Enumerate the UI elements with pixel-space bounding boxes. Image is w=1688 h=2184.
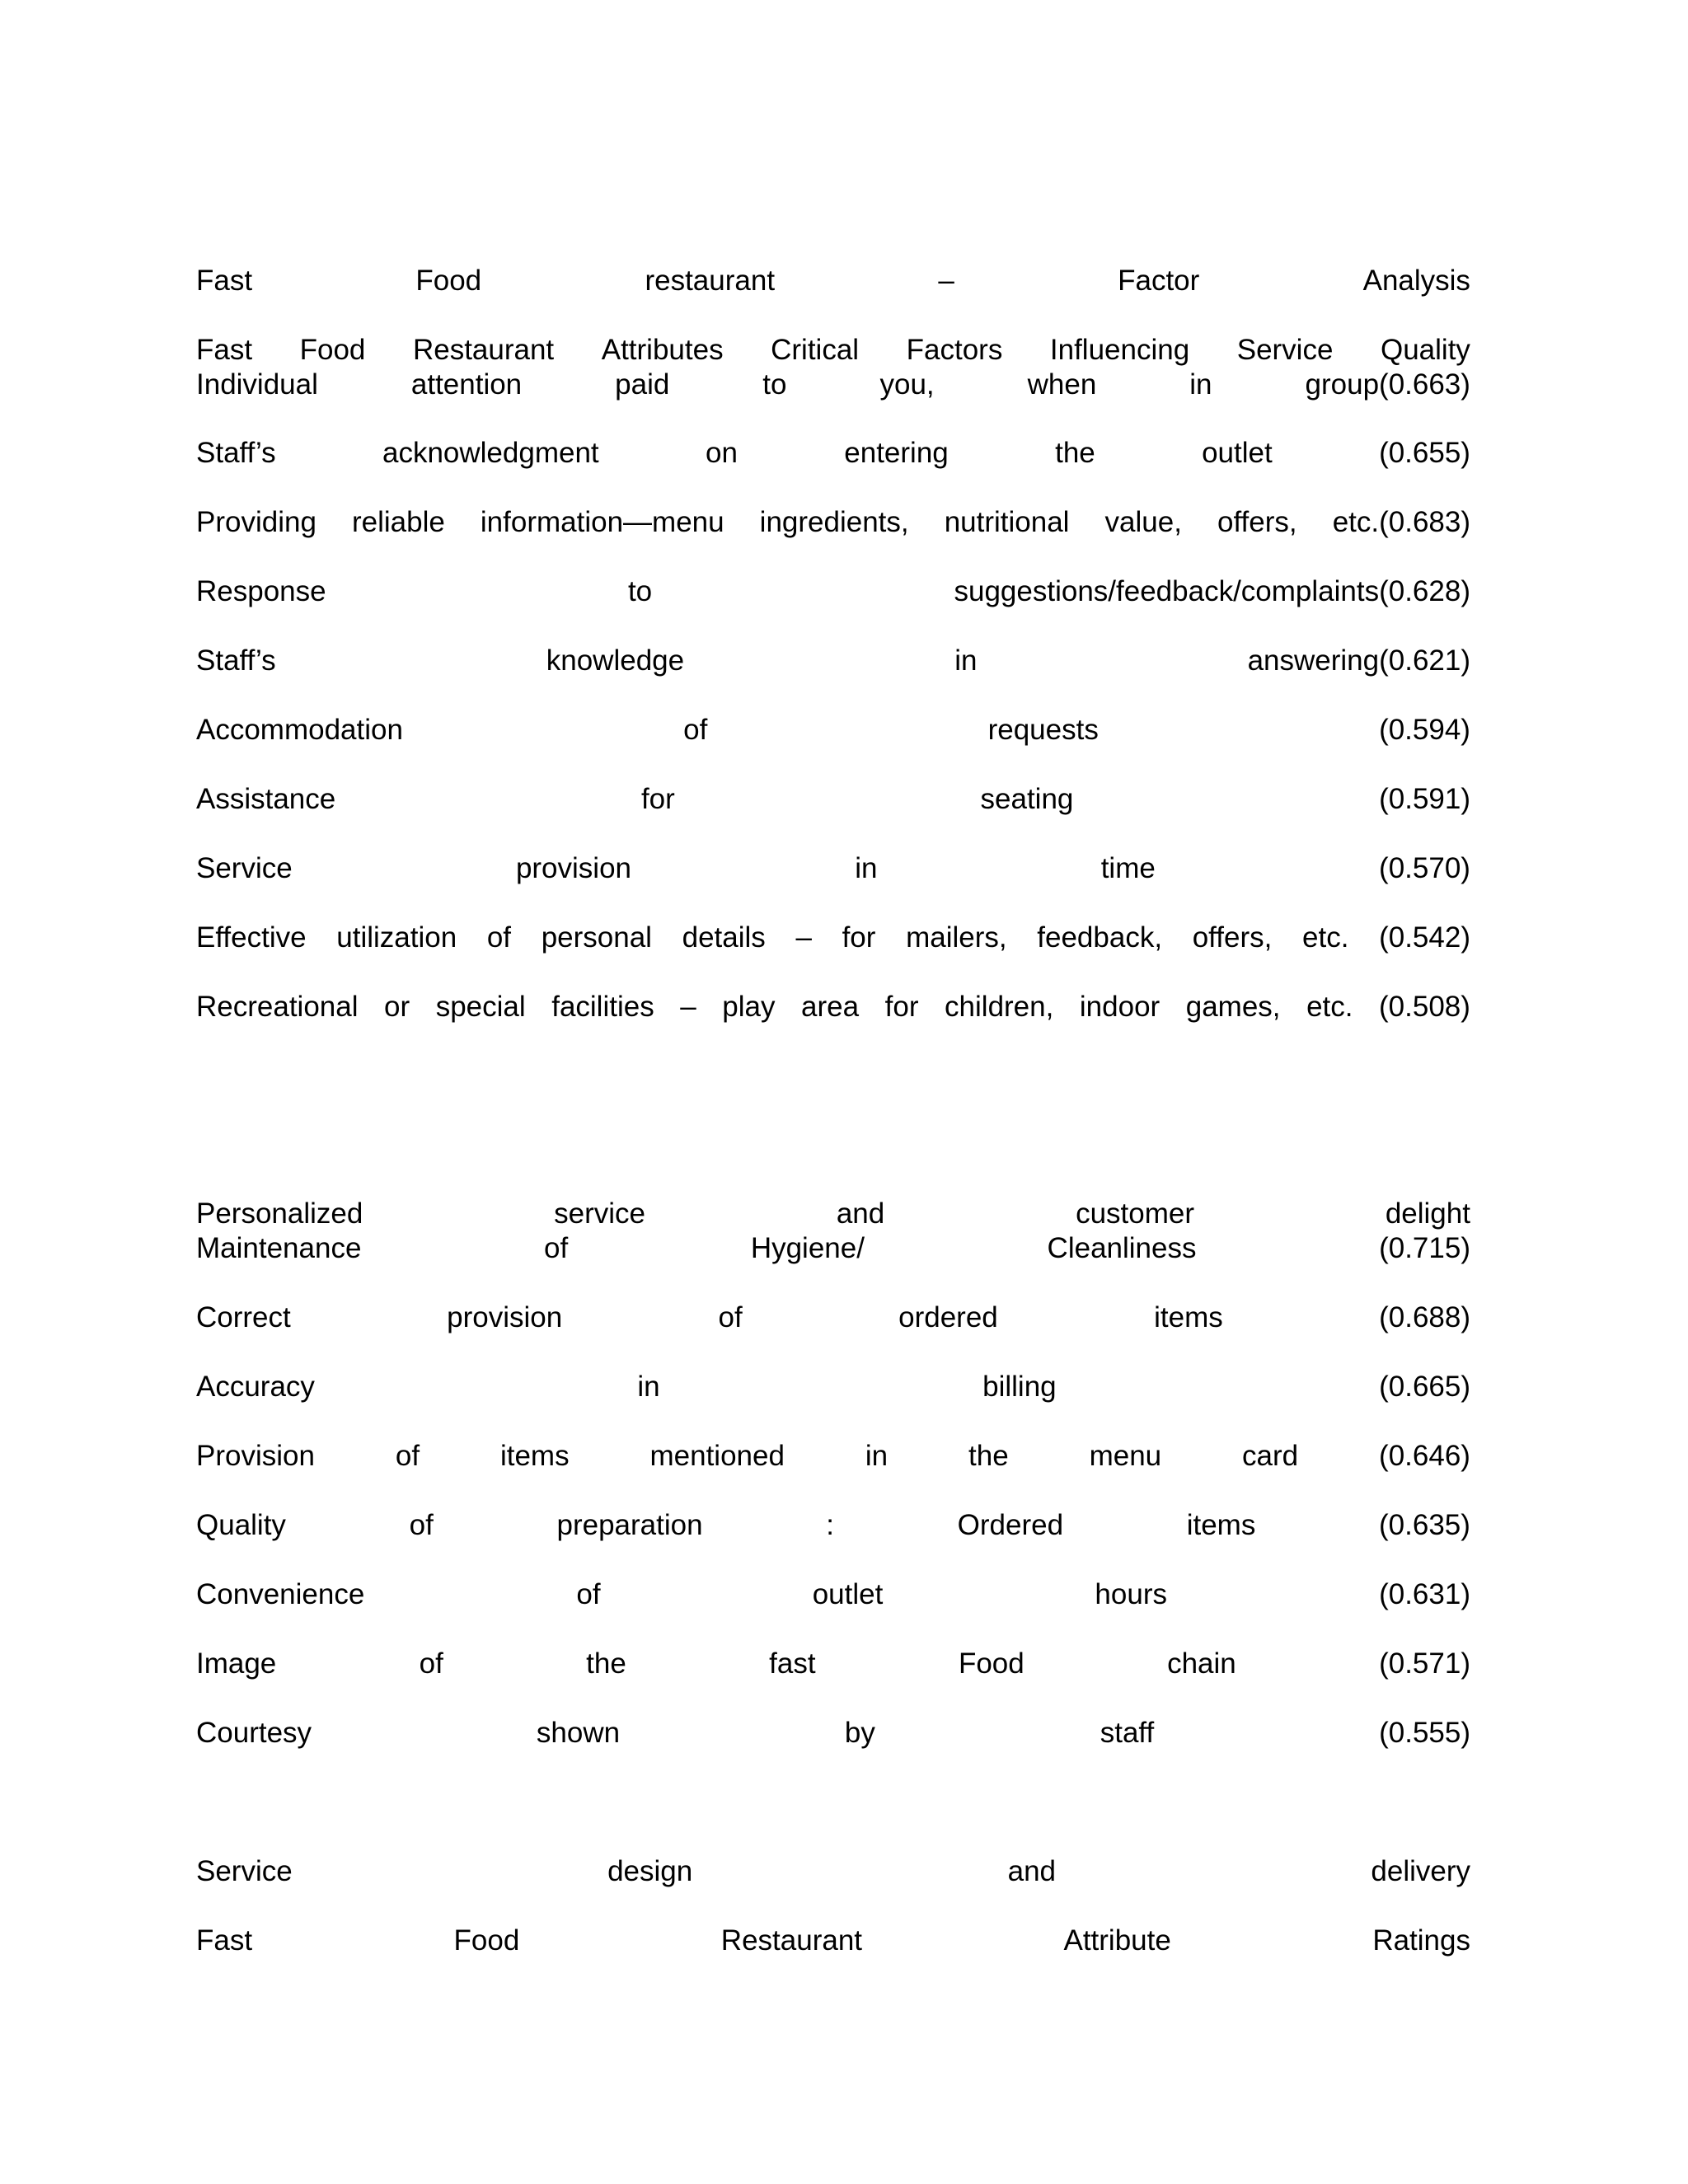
word: to xyxy=(627,575,653,607)
word: (0.542) xyxy=(1379,921,1470,954)
word: Food xyxy=(958,1647,1025,1680)
word: (0.594) xyxy=(1379,714,1470,746)
word: the xyxy=(1055,437,1095,469)
word: value, xyxy=(1104,506,1182,538)
word: chain xyxy=(1167,1647,1236,1680)
word: Quality xyxy=(1380,334,1470,366)
factor-personalized-service xyxy=(196,1196,1470,1232)
word: ordered xyxy=(898,1301,998,1333)
table-header xyxy=(196,332,1470,368)
word: card xyxy=(1242,1440,1299,1472)
word: personal xyxy=(541,921,652,954)
word: in xyxy=(954,644,978,677)
item-accommodation-requests xyxy=(196,712,1470,748)
word: etc. xyxy=(1302,921,1349,954)
word: Fast xyxy=(196,334,253,366)
word: (0.570) xyxy=(1379,852,1470,884)
word: special xyxy=(435,991,526,1023)
factor-service-design xyxy=(196,1854,1470,1890)
word: requests xyxy=(987,714,1099,746)
word: Food xyxy=(299,334,366,366)
word: Restaurant xyxy=(720,1924,863,1957)
word: Service xyxy=(196,852,293,884)
word: (0.631) xyxy=(1379,1578,1470,1610)
word: provision xyxy=(447,1301,563,1333)
word: shown xyxy=(536,1717,621,1749)
item-recreational-facilities xyxy=(196,989,1470,1025)
word: Accommodation xyxy=(196,714,403,746)
word: feedback, xyxy=(1037,921,1163,954)
word: Cleanliness xyxy=(1047,1232,1197,1264)
heading-attribute-ratings xyxy=(196,1923,1470,1959)
word: Personalized xyxy=(196,1197,363,1230)
word: the xyxy=(586,1647,626,1680)
word: Courtesy xyxy=(196,1717,312,1749)
word: Food xyxy=(415,265,482,297)
word: nutritional xyxy=(944,506,1070,538)
word: Accuracy xyxy=(196,1371,315,1403)
word: Quality xyxy=(196,1509,286,1541)
word: customer xyxy=(1076,1197,1194,1230)
item-service-time xyxy=(196,851,1470,887)
word: items xyxy=(1154,1301,1223,1333)
word: group(0.663) xyxy=(1305,368,1470,401)
word: Factor xyxy=(1118,265,1200,297)
word: Response xyxy=(196,575,326,607)
word: in xyxy=(1189,368,1212,401)
word: Factors xyxy=(906,334,1003,366)
word: entering xyxy=(844,437,949,469)
word: – xyxy=(795,921,812,954)
item-reliable-information xyxy=(196,504,1470,541)
word: information—menu xyxy=(480,506,724,538)
word: delivery xyxy=(1371,1855,1470,1887)
item-chain-image xyxy=(196,1646,1470,1682)
word: billing xyxy=(982,1371,1057,1403)
word: Staff’s xyxy=(196,437,276,469)
word: Ordered xyxy=(957,1509,1064,1541)
word: – xyxy=(938,265,954,297)
word: items xyxy=(499,1440,570,1472)
word: games, xyxy=(1185,991,1281,1023)
item-preparation-quality xyxy=(196,1507,1470,1544)
word: of xyxy=(395,1440,420,1472)
item-response-feedback xyxy=(196,574,1470,610)
item-hygiene-cleanliness xyxy=(196,1230,1470,1267)
word: on xyxy=(705,437,738,469)
word: provision xyxy=(515,852,632,884)
word: Restaurant xyxy=(412,334,555,366)
word: menu xyxy=(1089,1440,1162,1472)
word: Attribute xyxy=(1063,1924,1171,1957)
word: area xyxy=(801,991,860,1023)
word: for xyxy=(884,991,919,1023)
word: staff xyxy=(1100,1717,1155,1749)
word: Staff’s xyxy=(196,644,276,677)
item-individual-attention xyxy=(196,367,1470,403)
word: in xyxy=(855,852,878,884)
word: mailers, xyxy=(906,921,1007,954)
word: Individual xyxy=(196,368,318,401)
item-billing-accuracy xyxy=(196,1369,1470,1405)
word: by xyxy=(844,1717,875,1749)
item-menu-items xyxy=(196,1438,1470,1474)
word: Recreational xyxy=(196,991,359,1023)
word: in xyxy=(637,1371,660,1403)
word: (0.688) xyxy=(1379,1301,1470,1333)
item-outlet-hours xyxy=(196,1577,1470,1613)
word: of xyxy=(718,1301,743,1333)
word: Analysis xyxy=(1362,265,1470,297)
word: Assistance xyxy=(196,783,336,815)
word: preparation xyxy=(556,1509,703,1541)
item-staff-acknowledgment xyxy=(196,435,1470,471)
word: Fast xyxy=(196,265,253,297)
word: paid xyxy=(615,368,670,401)
word: Image xyxy=(196,1647,277,1680)
word: Influencing xyxy=(1049,334,1190,366)
word: Providing xyxy=(196,506,316,538)
word: (0.646) xyxy=(1379,1440,1470,1472)
word: play xyxy=(722,991,776,1023)
word: Correct xyxy=(196,1301,291,1333)
item-staff-knowledge xyxy=(196,643,1470,679)
word: ingredients, xyxy=(759,506,909,538)
word: seating xyxy=(980,783,1074,815)
word: : xyxy=(826,1509,834,1541)
word: Attributes xyxy=(601,334,724,366)
word: (0.508) xyxy=(1379,991,1470,1023)
item-assistance-seating xyxy=(196,781,1470,818)
word: attention xyxy=(410,368,523,401)
item-correct-provision xyxy=(196,1300,1470,1336)
word: you, xyxy=(879,368,935,401)
word: the xyxy=(968,1440,1009,1472)
word: Convenience xyxy=(196,1578,365,1610)
word: for xyxy=(842,921,876,954)
word: indoor xyxy=(1079,991,1160,1023)
word: when xyxy=(1027,368,1097,401)
word: offers, xyxy=(1192,921,1273,954)
word: for xyxy=(640,783,675,815)
word: suggestions/feedback/complaints(0.628) xyxy=(954,575,1470,607)
word: Provision xyxy=(196,1440,315,1472)
word: and xyxy=(1007,1855,1057,1887)
word: in xyxy=(865,1440,889,1472)
word: (0.635) xyxy=(1379,1509,1470,1541)
word: or xyxy=(384,991,410,1023)
word: of xyxy=(683,714,708,746)
word: Service xyxy=(196,1855,293,1887)
word: restaurant xyxy=(645,265,776,297)
word: of xyxy=(419,1647,443,1680)
word: Hygiene/ xyxy=(750,1232,865,1264)
word: outlet xyxy=(1202,437,1273,469)
word: items xyxy=(1186,1509,1256,1541)
word: children, xyxy=(945,991,1054,1023)
word: etc.(0.683) xyxy=(1332,506,1470,538)
word: acknowledgment xyxy=(382,437,599,469)
word: service xyxy=(554,1197,646,1230)
word: Food xyxy=(453,1924,520,1957)
word: reliable xyxy=(351,506,445,538)
word: (0.665) xyxy=(1379,1371,1470,1403)
word: outlet xyxy=(812,1578,884,1610)
word: (0.655) xyxy=(1379,437,1470,469)
word: fast xyxy=(769,1647,816,1680)
word: utilization xyxy=(336,921,457,954)
word: (0.555) xyxy=(1379,1717,1470,1749)
word: Maintenance xyxy=(196,1232,362,1264)
word: Service xyxy=(1236,334,1334,366)
word: and xyxy=(836,1197,885,1230)
word: answering(0.621) xyxy=(1247,644,1470,677)
word: of xyxy=(409,1509,434,1541)
word: (0.571) xyxy=(1379,1647,1470,1680)
word: (0.715) xyxy=(1379,1232,1470,1264)
item-staff-courtesy xyxy=(196,1715,1470,1751)
word: – xyxy=(680,991,696,1023)
word: time xyxy=(1100,852,1156,884)
item-personal-details xyxy=(196,920,1470,956)
word: design xyxy=(607,1855,693,1887)
word: of xyxy=(544,1232,569,1264)
word: etc. xyxy=(1306,991,1353,1023)
word: details xyxy=(682,921,766,954)
word: hours xyxy=(1095,1578,1167,1610)
word: to xyxy=(762,368,787,401)
word: of xyxy=(576,1578,601,1610)
heading-factor-analysis xyxy=(196,263,1470,299)
word: Ratings xyxy=(1372,1924,1470,1957)
word: knowledge xyxy=(546,644,685,677)
word: offers, xyxy=(1217,506,1297,538)
word: Critical xyxy=(771,334,860,366)
word: delight xyxy=(1385,1197,1470,1230)
word: Effective xyxy=(196,921,307,954)
word: Fast xyxy=(196,1924,253,1957)
word: of xyxy=(486,921,512,954)
word: (0.591) xyxy=(1379,783,1470,815)
word: facilities xyxy=(551,991,654,1023)
word: mentioned xyxy=(649,1440,785,1472)
